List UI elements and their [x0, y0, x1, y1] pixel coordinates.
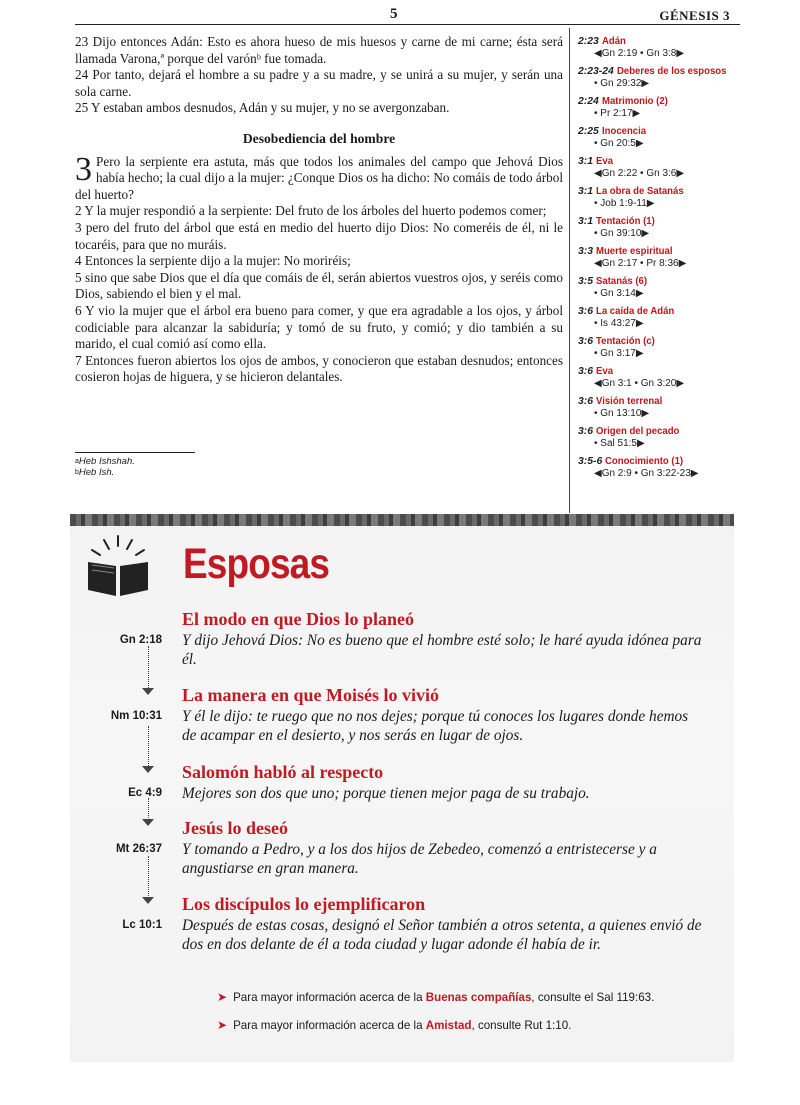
timeline-connector	[148, 726, 149, 768]
cross-ref-item[interactable]: 3:1 Tentación (1) • Gn 39:10▶	[578, 216, 655, 239]
verse-3-6: 6 Y vio la mujer que el árbol era bueno para comer, y que era agradable a los ojos, y árbol codiciable para alcanzar la sabiduría; y tomó de su fruto, y comió; y dio también a su marido, el cual comió así como ella.	[75, 302, 563, 352]
arrow-right-icon: ➤	[217, 1018, 228, 1032]
entry-text: Después de estas cosas, designó el Señor también a otros setenta, a quienes envió de dos en dos delante de él a toda ciudad y lugar adonde él había de ir.	[182, 917, 702, 953]
entry-reference[interactable]: Gn 2:18	[119, 634, 162, 646]
verse-3-3: 3 pero del fruto del árbol que está en medio del huerto dijo Dios: No comeréis de él, ni le tocaréis, para que no muráis.	[75, 219, 563, 252]
cross-ref-item[interactable]: 2:25 Inocencia • Gn 20:5▶	[578, 126, 646, 149]
section-heading: Desobediencia del hombre	[242, 130, 396, 146]
cross-ref-item[interactable]: 2:23-24 Deberes de los esposos • Gn 29:32▶	[578, 66, 727, 89]
cross-ref-item[interactable]: 3:3 Muerte espiritual ◀Gn 2:17 • Pr 8:36▶	[578, 246, 687, 269]
page-number: 5	[390, 6, 398, 22]
cross-ref-item[interactable]: 3:5-6 Conocimiento (1) ◀Gn 2:9 • Gn 3:22-23▶	[578, 456, 699, 479]
cross-ref-item[interactable]: 3:5 Satanás (6) • Gn 3:14▶	[578, 276, 648, 299]
timeline-connector	[148, 646, 149, 690]
chapter-drop-cap: 3	[75, 150, 92, 188]
verse-1-text: Pero la serpiente era astuta, más que todos los animales del campo que Jehová Dios había hecho; la cual dijo a la mujer: ¿Conque Dios os ha dicho: No comáis de todo árbol del huerto?	[75, 153, 563, 202]
entry-text: Mejores son dos que uno; porque tienen mejor paga de su trabajo.	[182, 785, 590, 802]
more-info-line[interactable]: ➤ Para mayor información acerca de la Buenas compañías, consulte el Sal 119:63.	[217, 990, 655, 1004]
cross-ref-item[interactable]: 2:24 Matrimonio (2) • Pr 2:17▶	[578, 96, 668, 119]
column-divider	[569, 28, 570, 513]
cross-ref-item[interactable]: 3:6 Eva ◀Gn 3:1 • Gn 3:20▶	[578, 366, 685, 389]
verse-3-1	[75, 150, 563, 204]
cross-ref-item[interactable]: 3:1 Eva ◀Gn 2:22 • Gn 3:6▶	[578, 156, 685, 179]
entry-heading: La manera en que Moisés lo vivió	[182, 685, 439, 705]
footnote-b	[75, 467, 195, 478]
verse-24: 24 Por tanto, dejará el hombre a su padre y a su madre, y se unirá a su mujer, y serán una sola carne.	[75, 67, 563, 99]
footnote-text: Heb Ish.	[78, 467, 115, 478]
cross-ref-item[interactable]: 3:1 La obra de Satanás • Job 1:9-11▶	[578, 186, 684, 209]
entry-heading: Salomón habló al respecto	[182, 762, 384, 782]
footnotes	[75, 452, 195, 478]
timeline-connector	[148, 856, 149, 898]
entry-text: Y él le dijo: te ruego que no nos dejes; porque tú conoces los lugares donde hemos de acampar en el desierto, y nos serás en lugar de ojos.	[182, 708, 689, 744]
verse-3-7: 7 Entonces fueron abiertos los ojos de ambos, y conocieron que estaban desnudos; entonces cosieron hojas de higuera, y se hicieron delantales.	[75, 352, 563, 385]
book-chapter-title: GÉNESIS 3	[659, 8, 730, 23]
timeline-arrow-icon	[142, 897, 154, 904]
entry-reference[interactable]: Ec 4:9	[128, 787, 162, 799]
entry-heading: El modo en que Dios lo planeó	[182, 609, 415, 629]
entry-reference[interactable]: Mt 26:37	[115, 843, 162, 855]
header-rule	[75, 24, 740, 25]
footnote-mark: b	[75, 469, 79, 476]
cross-ref-item[interactable]: 2:23 Adán ◀Gn 2:19 • Gn 3:8▶	[578, 36, 685, 59]
arrow-right-icon: ➤	[217, 990, 228, 1004]
entry-reference[interactable]: Nm 10:31	[110, 710, 162, 722]
cross-ref-item[interactable]: 3:6 La caída de Adán • Is 43:27▶	[578, 306, 675, 329]
feature-title: Esposas	[183, 540, 330, 588]
scripture-column	[75, 34, 563, 386]
footnote-a	[75, 456, 195, 467]
entry-text: Y dijo Jehová Dios: No es bueno que el hombre esté solo; le haré ayuda idónea para él.	[182, 632, 702, 668]
footnote-text: Heb Ishshah.	[78, 456, 135, 467]
cross-reference-column	[578, 36, 738, 486]
verse-3-4: 4 Entonces la serpiente dijo a la mujer: No moriréis;	[75, 253, 351, 269]
verse-3-2: 2 Y la mujer respondió a la serpiente: Del fruto de los árboles del huerto podemos comer;	[75, 203, 547, 219]
entry-text: Y tomando a Pedro, y a los dos hijos de Zebedeo, comenzó a entristecerse y a angustiarse en gran manera.	[182, 841, 657, 877]
verse-23: 23 Dijo entonces Adán: Esto es ahora hueso de mis huesos y carne de mi carne; ésta será llamada Varona,ª porque del varónᵇ fue tomada.	[75, 34, 563, 66]
entry-heading: Los discípulos lo ejemplificaron	[182, 894, 426, 914]
entry-reference[interactable]: Lc 10:1	[122, 919, 162, 931]
more-info-line[interactable]: ➤ Para mayor información acerca de la Amistad, consulte Rut 1:10.	[217, 1018, 572, 1032]
entry-heading: Jesús lo deseó	[182, 818, 289, 838]
footnote-mark: a	[75, 458, 79, 465]
verse-25: 25 Y estaban ambos desnudos, Adán y su mujer, y no se avergonzaban.	[75, 100, 450, 116]
open-book-icon	[82, 532, 154, 602]
cross-ref-item[interactable]: 3:6 Origen del pecado • Sal 51:5▶	[578, 426, 680, 449]
feature-panel	[70, 514, 734, 1062]
timeline-arrow-icon	[142, 819, 154, 826]
cross-ref-item[interactable]: 3:6 Visión terrenal • Gn 13:10▶	[578, 396, 663, 419]
verse-3-5: 5 sino que sabe Dios que el día que comáis de él, serán abiertos vuestros ojos, y seréis como Dios, sabiendo el bien y el mal.	[75, 269, 563, 302]
timeline-arrow-icon	[142, 766, 154, 773]
panel-top-band	[70, 514, 734, 526]
timeline-arrow-icon	[142, 688, 154, 695]
timeline-connector	[148, 798, 149, 820]
cross-ref-item[interactable]: 3:6 Tentación (c) • Gn 3:17▶	[578, 336, 655, 359]
